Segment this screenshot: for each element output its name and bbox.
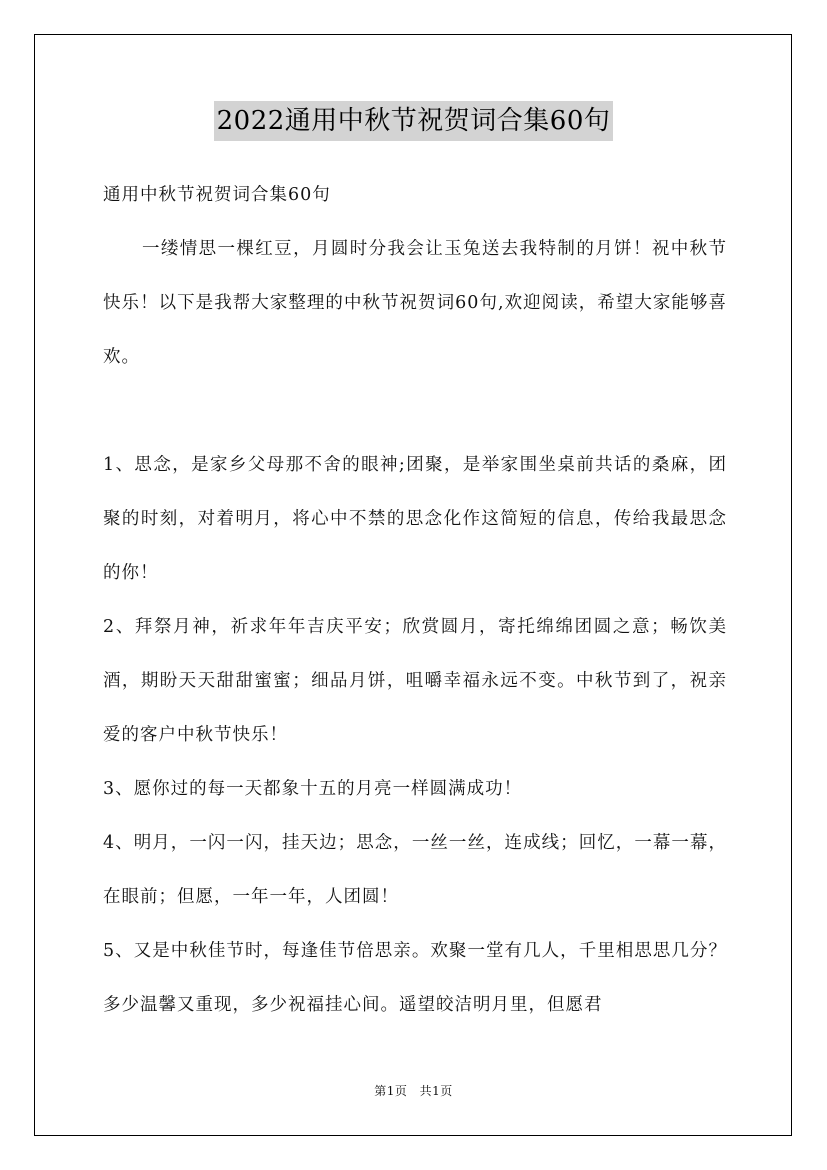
page-number: 第1页 bbox=[374, 1084, 408, 1098]
document-subtitle: 通用中秋节祝贺词合集60句 bbox=[103, 185, 331, 205]
list-item: 5、又是中秋佳节时，每逢佳节倍思亲。欢聚一堂有几人，千里相思思几分？多少温馨又重现，多少祝福挂心间。遥望皎洁明月里，但愿君 bbox=[103, 941, 727, 1015]
page-total: 共1页 bbox=[419, 1084, 453, 1098]
page-footer bbox=[0, 1082, 827, 1099]
list-item: 1、思念，是家乡父母那不舍的眼神;团聚，是举家围坐桌前共话的桑麻，团聚的时刻，对着明月，将心中不禁的思念化作这简短的信息，传给我最思念的你！ bbox=[103, 455, 727, 583]
title-container bbox=[0, 101, 827, 141]
greetings-list bbox=[103, 438, 727, 1032]
list-item: 3、愿你过的每一天都象十五的月亮一样圆满成功！ bbox=[103, 779, 523, 799]
list-item: 4、明月，一闪一闪，挂天边；思念，一丝一丝，连成线；回忆，一幕一幕，在眼前；但愿，一年一年，人团圆！ bbox=[103, 833, 727, 907]
document-title: 2022通用中秋节祝贺词合集60句 bbox=[214, 101, 614, 141]
intro-paragraph: 一缕情思一棵红豆，月圆时分我会让玉兔送去我特制的月饼！祝中秋节快乐！以下是我帮大家整理的中秋节祝贺词60句,欢迎阅读，希望大家能够喜欢。 bbox=[103, 239, 727, 367]
list-item: 2、拜祭月神，祈求年年吉庆平安；欣赏圆月，寄托绵绵团圆之意；畅饮美酒，期盼天天甜甜蜜蜜；细品月饼，咀嚼幸福永远不变。中秋节到了，祝亲爱的客户中秋节快乐！ bbox=[103, 617, 727, 745]
